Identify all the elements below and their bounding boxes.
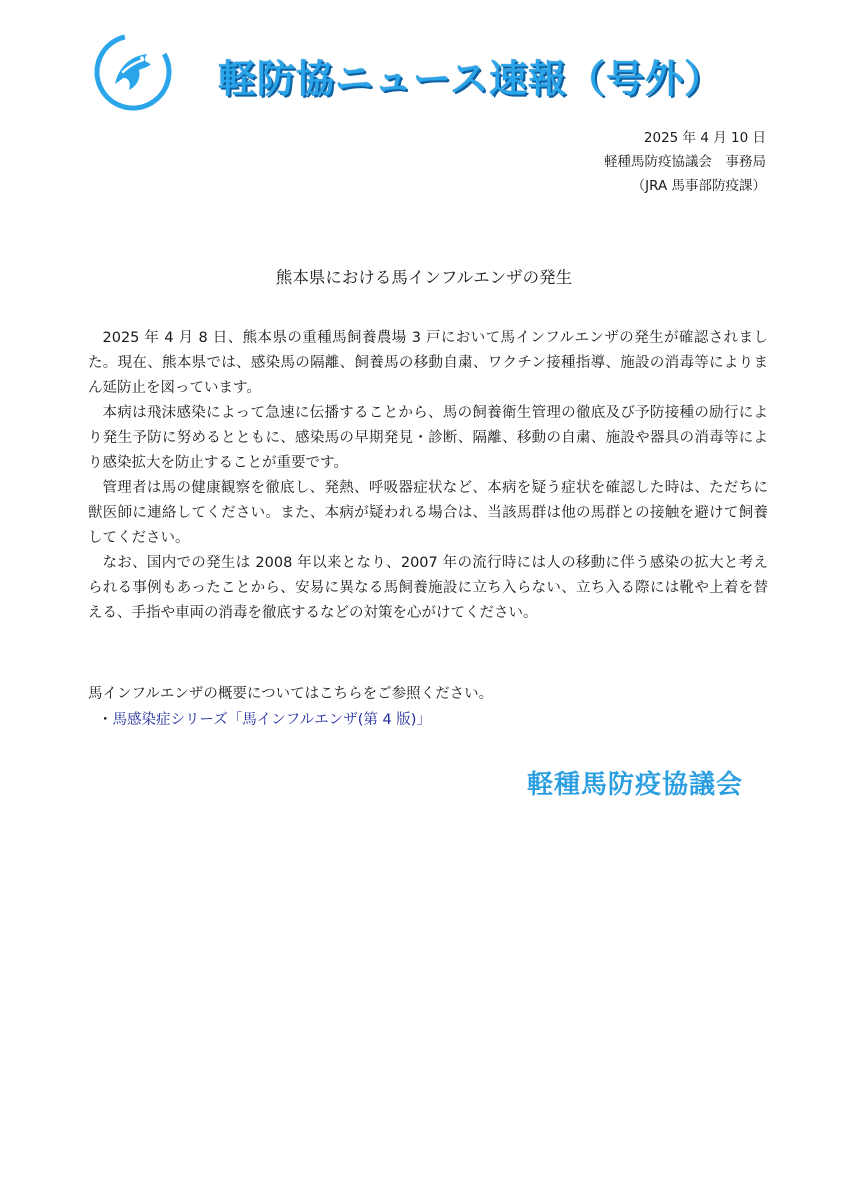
- issuer-name: 軽種馬防疫協議会 事務局: [604, 154, 766, 170]
- article-body: [88, 326, 768, 626]
- issuer-department: （JRA 馬事部防疫課）: [631, 178, 766, 194]
- footer-org-name: 軽種馬防疫協議会: [527, 770, 744, 800]
- reference-intro: 馬インフルエンザの概要についてはこちらをご参照ください。: [88, 686, 494, 702]
- article-heading: 熊本県における馬インフルエンザの発生: [275, 268, 573, 287]
- paragraph-3: 管理者は馬の健康観察を徹底し、発熱、呼吸器症状など、本病を疑う症状を確認した時は、ただちに獣医師に連絡してください。また、本病が疑われる場合は、当該馬群は他の馬群との接触を避けて飼養してください。: [88, 480, 768, 546]
- issue-meta: [604, 126, 766, 198]
- equine-influenza-guide-link[interactable]: 馬感染症シリーズ「馬インフルエンザ(第 4 版)」: [112, 712, 431, 728]
- reference-item: [98, 708, 431, 733]
- news-banner-title: 軽防協ニュース速報（号外）: [218, 57, 724, 101]
- horse-logo-icon: [93, 32, 173, 112]
- paragraph-1: 2025 年 4 月 8 日、熊本県の重種馬飼養農場 3 戸において馬インフルエンザの発生が確認されました。現在、熊本県では、感染馬の隔離、飼養馬の移動自粛、ワクチン接種指導、施設の消毒等によりまん延防止を図っています。: [88, 330, 768, 396]
- issue-date: 2025 年 4 月 10 日: [643, 130, 766, 146]
- paragraph-2: 本病は飛沫感染によって急速に伝播することから、馬の飼養衛生管理の徹底及び予防接種の励行により発生予防に努めるとともに、感染馬の早期発見・診断、隔離、移動の自粛、施設や器具の消毒等により感染拡大を防止することが重要です。: [88, 405, 768, 471]
- paragraph-4: なお、国内での発生は 2008 年以来となり、2007 年の流行時には人の移動に伴う感染の拡大と考えられる事例もあったことから、安易に異なる馬飼養施設に立ち入らない、立ち入る際には靴や上着を替える、手指や車両の消毒を徹底するなどの対策を心がけてください。: [88, 555, 768, 621]
- reference-bullet: ・: [98, 712, 113, 728]
